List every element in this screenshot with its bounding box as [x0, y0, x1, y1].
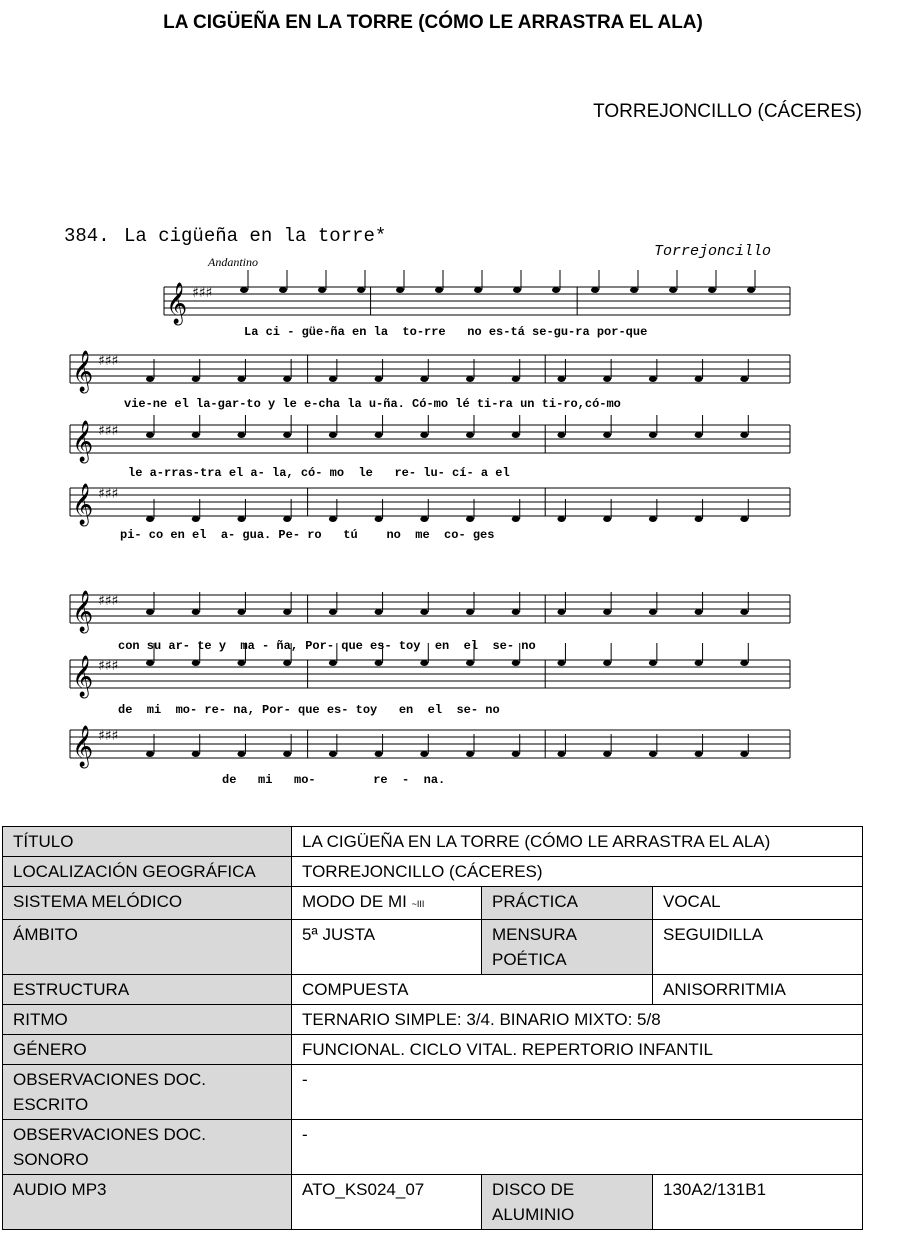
note-head	[466, 376, 474, 382]
note-head	[146, 432, 154, 438]
note-head	[512, 516, 520, 522]
note-head	[557, 751, 565, 757]
genero-label: GÉNERO	[3, 1035, 292, 1065]
note-head	[649, 516, 657, 522]
note-head	[420, 660, 428, 666]
note-head	[695, 660, 703, 666]
ritmo-value: TERNARIO SIMPLE: 3/4. BINARIO MIXTO: 5/8	[292, 1005, 863, 1035]
note-head	[192, 751, 200, 757]
note-head	[283, 516, 291, 522]
practica-value: VOCAL	[653, 887, 863, 920]
note-head	[237, 432, 245, 438]
treble-clef-icon: 𝄞	[72, 726, 94, 767]
note-head	[740, 609, 748, 615]
disco-value: 130A2/131B1	[653, 1175, 863, 1230]
key-signature-icon: ♯♯♯	[98, 486, 119, 502]
note-head	[603, 609, 611, 615]
localizacion-label: LOCALIZACIÓN GEOGRÁFICA	[3, 857, 292, 887]
score-name: La cigüeña en la torre*	[124, 225, 387, 247]
note-head	[603, 516, 611, 522]
note-head	[747, 287, 755, 293]
note-head	[649, 609, 657, 615]
note-head	[146, 516, 154, 522]
note-head	[420, 516, 428, 522]
note-head	[192, 376, 200, 382]
note-head	[375, 516, 383, 522]
note-head	[420, 751, 428, 757]
note-head	[466, 660, 474, 666]
localizacion-value: TORREJONCILLO (CÁCERES)	[292, 857, 863, 887]
note-head	[649, 376, 657, 382]
note-head	[740, 516, 748, 522]
note-head	[649, 432, 657, 438]
note-head	[329, 376, 337, 382]
metadata-table	[2, 826, 863, 1230]
table-row	[3, 1120, 863, 1175]
note-head	[146, 376, 154, 382]
audio-value: ATO_KS024_07	[292, 1175, 482, 1230]
note-head	[375, 751, 383, 757]
note-head	[146, 609, 154, 615]
genero-value: FUNCIONAL. CICLO VITAL. REPERTORIO INFANTIL	[292, 1035, 863, 1065]
lyric-line-5: con su ar- te y ma - ña, Por- que es- toy en el se- no	[118, 639, 536, 653]
note-head	[283, 432, 291, 438]
note-head	[146, 751, 154, 757]
table-row	[3, 1005, 863, 1035]
sistema-cell	[292, 887, 482, 920]
treble-clef-icon: 𝄞	[72, 656, 94, 697]
note-head	[318, 287, 326, 293]
document-title: LA CIGÜEÑA EN LA TORRE (CÓMO LE ARRASTRA EL ALA)	[163, 12, 703, 33]
table-row	[3, 920, 863, 975]
audio-label: AUDIO MP3	[3, 1175, 292, 1230]
note-head	[512, 432, 520, 438]
treble-clef-icon: 𝄞	[72, 591, 94, 632]
key-signature-icon: ♯♯♯	[98, 658, 119, 674]
obs-escrito-value: -	[292, 1065, 863, 1120]
note-head	[237, 376, 245, 382]
note-head	[512, 376, 520, 382]
table-row	[3, 975, 863, 1005]
table-row	[3, 857, 863, 887]
note-head	[695, 376, 703, 382]
obs-escrito-label: OBSERVACIONES DOC. ESCRITO	[3, 1065, 292, 1120]
note-head	[396, 287, 404, 293]
note-head	[420, 432, 428, 438]
lyric-line-7: de mi mo- re - na.	[222, 773, 446, 787]
lyric-line-4: pi- co en el a- gua. Pe- ro tú no me co- ges	[120, 528, 495, 542]
note-head	[557, 609, 565, 615]
note-head	[669, 287, 677, 293]
note-head	[603, 751, 611, 757]
note-head	[283, 609, 291, 615]
note-head	[375, 432, 383, 438]
table-row	[3, 1065, 863, 1120]
note-head	[708, 287, 716, 293]
note-head	[695, 432, 703, 438]
note-head	[237, 516, 245, 522]
note-head	[329, 660, 337, 666]
note-head	[283, 376, 291, 382]
note-head	[237, 609, 245, 615]
note-head	[557, 376, 565, 382]
note-head	[630, 287, 638, 293]
table-row	[3, 1175, 863, 1230]
obs-sonoro-value: -	[292, 1120, 863, 1175]
treble-clef-icon: 𝄞	[72, 421, 94, 462]
estructura-label: ESTRUCTURA	[3, 975, 292, 1005]
note-head	[279, 287, 287, 293]
note-head	[192, 660, 200, 666]
key-signature-icon: ♯♯♯	[192, 285, 213, 301]
ambito-label: ÁMBITO	[3, 920, 292, 975]
note-head	[420, 376, 428, 382]
note-head	[591, 287, 599, 293]
sistema-sub: ~III	[411, 899, 425, 909]
note-head	[329, 432, 337, 438]
note-head	[513, 287, 521, 293]
titulo-label: TÍTULO	[3, 827, 292, 857]
note-head	[283, 751, 291, 757]
note-head	[512, 751, 520, 757]
note-head	[237, 751, 245, 757]
note-head	[466, 751, 474, 757]
treble-clef-icon: 𝄞	[72, 484, 94, 525]
table-row	[3, 887, 863, 920]
note-head	[329, 609, 337, 615]
note-head	[375, 609, 383, 615]
table-row	[3, 827, 863, 857]
note-head	[283, 660, 291, 666]
note-head	[192, 432, 200, 438]
note-head	[649, 660, 657, 666]
score-tempo: Andantino	[208, 255, 258, 269]
ambito-value: 5ª JUSTA	[292, 920, 482, 975]
mensura-value: SEGUIDILLA	[653, 920, 863, 975]
ritmo-label: RITMO	[3, 1005, 292, 1035]
estructura-value-2: ANISORRITMIA	[653, 975, 863, 1005]
treble-clef-icon: 𝄞	[72, 351, 94, 392]
mensura-label: MENSURA POÉTICA	[482, 920, 653, 975]
note-head	[329, 751, 337, 757]
obs-sonoro-label: OBSERVACIONES DOC. SONORO	[3, 1120, 292, 1175]
note-head	[695, 516, 703, 522]
note-head	[435, 287, 443, 293]
note-head	[192, 609, 200, 615]
table-row	[3, 1035, 863, 1065]
note-head	[420, 609, 428, 615]
note-head	[603, 376, 611, 382]
note-head	[557, 660, 565, 666]
note-head	[466, 432, 474, 438]
note-head	[557, 516, 565, 522]
key-signature-icon: ♯♯♯	[98, 353, 119, 369]
note-head	[512, 660, 520, 666]
note-head	[740, 432, 748, 438]
note-head	[740, 660, 748, 666]
score-number: 384.	[64, 225, 110, 247]
note-head	[474, 287, 482, 293]
note-head	[357, 287, 365, 293]
score-origin: Torrejoncillo	[654, 243, 772, 260]
treble-clef-icon: 𝄞	[166, 283, 188, 324]
disco-label: DISCO DE ALUMINIO	[482, 1175, 653, 1230]
note-head	[146, 660, 154, 666]
key-signature-icon: ♯♯♯	[98, 728, 119, 744]
estructura-value: COMPUESTA	[292, 975, 653, 1005]
note-head	[603, 660, 611, 666]
note-head	[466, 609, 474, 615]
document-location: TORREJONCILLO (CÁCERES)	[593, 101, 862, 122]
note-head	[695, 751, 703, 757]
note-head	[649, 751, 657, 757]
note-head	[466, 516, 474, 522]
note-head	[237, 660, 245, 666]
sistema-label: SISTEMA MELÓDICO	[3, 887, 292, 920]
note-head	[603, 432, 611, 438]
note-head	[512, 609, 520, 615]
note-head	[740, 751, 748, 757]
note-head	[552, 287, 560, 293]
note-head	[329, 516, 337, 522]
note-head	[557, 432, 565, 438]
key-signature-icon: ♯♯♯	[98, 423, 119, 439]
key-signature-icon: ♯♯♯	[98, 593, 119, 609]
lyric-line-2: vie-ne el la-gar-to y le e-cha la u-ña. Có-mo lé ti-ra un ti-ro,có-mo	[124, 397, 621, 411]
lyric-line-3: le a-rras-tra el a- la, có- mo le re- lu- cí- a el	[128, 466, 510, 480]
music-score	[58, 215, 798, 795]
note-head	[192, 516, 200, 522]
lyric-line-1: La ci - güe-ña en la to-rre no es-tá se-gu-ra por-que	[244, 325, 648, 339]
lyric-line-6: de mi mo- re- na, Por- que es- toy en el se- no	[118, 703, 500, 717]
note-head	[375, 660, 383, 666]
note-head	[375, 376, 383, 382]
note-head	[740, 376, 748, 382]
sistema-value: MODO DE MI	[302, 892, 407, 911]
note-head	[695, 609, 703, 615]
practica-label: PRÁCTICA	[482, 887, 653, 920]
note-head	[240, 287, 248, 293]
titulo-value: LA CIGÜEÑA EN LA TORRE (CÓMO LE ARRASTRA EL ALA)	[292, 827, 863, 857]
